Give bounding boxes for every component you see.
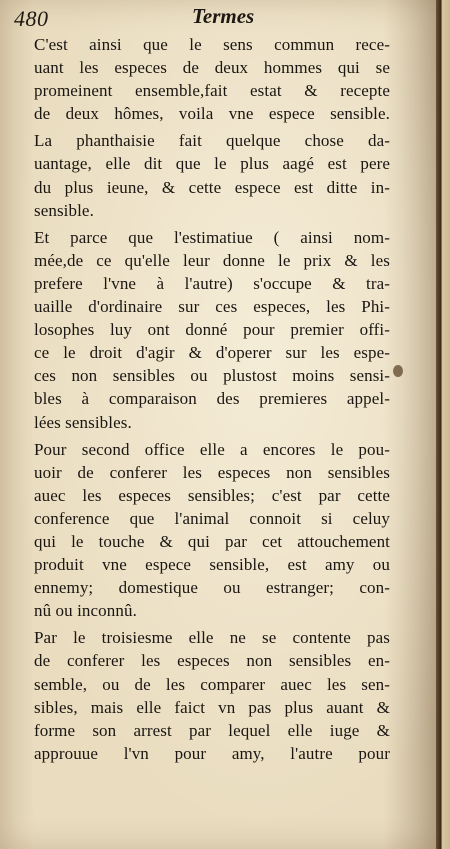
text-line: ennemy; domestique ou estranger; con-: [34, 578, 390, 598]
text-line: semble, ou de les comparer auec les sen-: [34, 674, 390, 694]
text-line: losophes luy ont donné pour premier offi-: [34, 320, 390, 340]
paragraph-5: [34, 626, 390, 765]
text-line: uantage, elle dit que le plus aagé est pere: [34, 154, 390, 174]
paragraph-3: [34, 226, 390, 434]
text-line: auec les especes sensibles; c'est par cette: [34, 485, 390, 505]
page-number: 480: [14, 6, 49, 31]
text-line: du plus ieune, & cette espece est ditte in-: [34, 177, 390, 197]
text-line: La phanthaisie fait quelque chose da-: [34, 131, 390, 151]
text-line: conference que l'animal connoit si celuy: [34, 508, 390, 528]
text-line: ce le droit d'agir & d'operer sur les espe-: [34, 343, 390, 363]
text-line: de deux hômes, voila vne espece sensible.: [34, 104, 390, 124]
text-line: sibles, mais elle faict vn pas plus auant &: [34, 697, 390, 717]
text-line: C'est ainsi que le sens commun rece-: [34, 35, 390, 54]
text-line: approuue l'vn pour amy, l'autre pour: [34, 743, 390, 763]
text-line: qui le touche & qui par cet attouchement: [34, 531, 390, 551]
text-line: mée,de ce qu'elle leur donne le prix & les: [34, 250, 390, 270]
text-line: ces non sensibles ou plustost moins sensi-: [34, 366, 390, 386]
text-line: bles à comparaison des premieres appel-: [34, 389, 390, 409]
book-gutter: [436, 0, 450, 849]
running-title: Termes: [192, 4, 255, 28]
text-line: Pour second office elle a encores le pou-: [34, 439, 390, 459]
text-line: nû ou inconnû.: [34, 601, 137, 621]
text-line: promeinent ensemble,fait estat & recepte: [34, 81, 390, 101]
text-line: Par le troisiesme elle ne se contente pas: [34, 628, 390, 648]
ink-stain: [393, 365, 403, 377]
text-line: lées sensibles.: [34, 412, 132, 432]
text-line: uant les especes de deux hommes qui se: [34, 58, 390, 78]
paragraph-1: [34, 33, 390, 125]
text-line: uoir de conferer les especes non sensibles: [34, 462, 390, 482]
text-line: prefere l'vne à l'autre) s'occupe & tra-: [34, 273, 390, 293]
paragraph-2: [34, 129, 390, 221]
text-line: forme son arrest par lequel elle iuge &: [34, 720, 390, 740]
body-text: [34, 33, 390, 769]
text-line: Et parce que l'estimatiue ( ainsi nom-: [34, 227, 390, 247]
text-line: uaille d'ordinaire sur ces especes, les Phi-: [34, 297, 390, 317]
text-line: de conferer les especes non sensibles en-: [34, 651, 390, 671]
text-line: sensible.: [34, 200, 94, 220]
paragraph-4: [34, 438, 390, 623]
text-line: produit vne espece sensible, est amy ou: [34, 555, 390, 575]
